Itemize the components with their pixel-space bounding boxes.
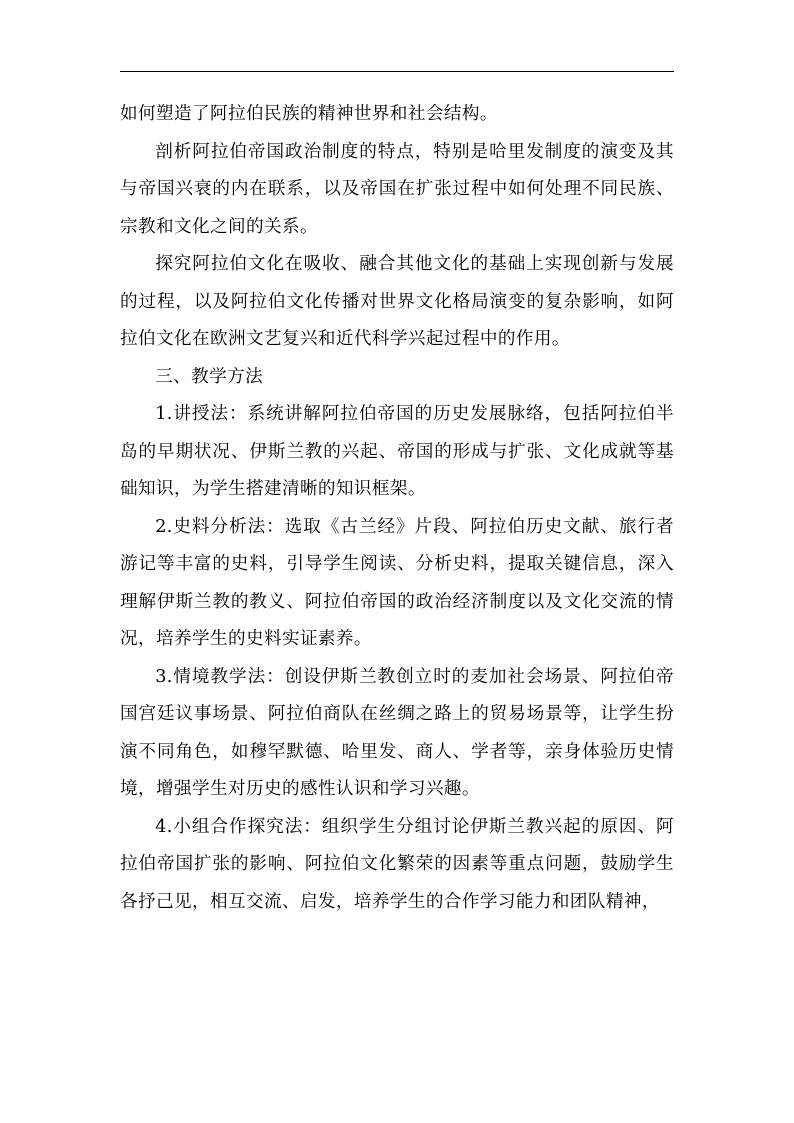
header-rule — [120, 71, 674, 72]
paragraph-method-group-inquiry: 4.小组合作探究法：组织学生分组讨论伊斯兰教兴起的原因、阿拉伯帝国扩张的影响、阿拉伯文化繁荣的因素等重点问题，鼓励学生各抒己见，相互交流、启发，培养学生的合作学习能力和团队精神， — [120, 816, 674, 912]
paragraph-method-lecture: 1.讲授法：系统讲解阿拉伯帝国的历史发展脉络，包括阿拉伯半岛的早期状况、伊斯兰教的兴起、帝国的形成与扩张、文化成就等基础知识，为学生搭建清晰的知识框架。 — [120, 404, 674, 499]
paragraph-continuation: 如何塑造了阿拉伯民族的精神世界和社会结构。 — [120, 104, 498, 124]
section-heading-teaching-methods: 三、教学方法 — [155, 366, 264, 387]
paragraph-culture-innovation: 探究阿拉伯文化在吸收、融合其他文化的基础上实现创新与发展的过程，以及阿拉伯文化传播对世界文化格局演变的复杂影响，如阿拉伯文化在欧洲文艺复兴和近代科学兴起过程中的作用。 — [120, 254, 674, 349]
paragraph-method-source-analysis: 2.史料分析法：选取《古兰经》片段、阿拉伯历史文献、旅行者游记等丰富的史料，引导学生阅读、分析史料，提取关键信息，深入理解伊斯兰教的教义、阿拉伯帝国的政治经济制度以及文化交流的情况，培养学生的史料实证素养。 — [120, 516, 674, 649]
document-body — [120, 96, 674, 921]
paragraph-method-situational: 3.情境教学法：创设伊斯兰教创立时的麦加社会场景、阿拉伯帝国宫廷议事场景、阿拉伯商队在丝绸之路上的贸易场景等，让学生扮演不同角色，如穆罕默德、哈里发、商人、学者等，亲身体验历史情境，增强学生对历史的感性认识和学习兴趣。 — [120, 666, 674, 799]
paragraph-political-system: 剖析阿拉伯帝国政治制度的特点，特别是哈里发制度的演变及其与帝国兴衰的内在联系，以及帝国在扩张过程中如何处理不同民族、宗教和文化之间的关系。 — [120, 141, 674, 237]
